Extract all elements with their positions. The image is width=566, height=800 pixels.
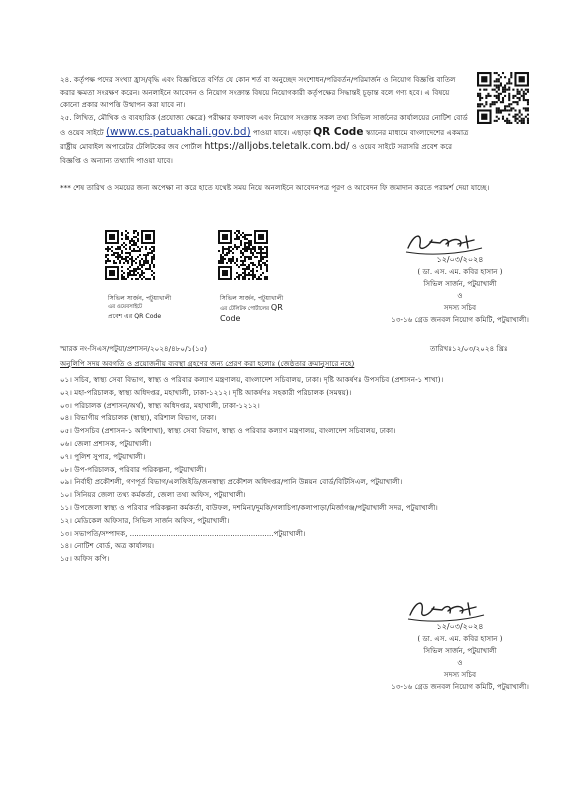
list-item: ০১। সচিব, স্বাস্থ্য সেবা বিভাগ, স্বাস্থ্য ও পরিবার কল্যাণ মন্ত্রণালয়, বাংলাদেশ সচিবালয়, ঢাকা। দৃষ্টি আকর্ষণঃ উপসচিব (প্রশাসন-১ শাখা)। [60,375,444,384]
qr-teletalk [218,230,268,280]
teletalk-link[interactable]: https://alljobs.teletalk.com.bd/ [204,141,350,152]
list-item: ১৪। নোটিশ বোর্ড, অত্র কার্যালয়। [60,541,155,551]
list-item: ১৩। সভাপতি/সম্পাদক, ...............................................................পটুয়াখালী। [60,528,306,538]
list-item: ১২। মেডিকেল অফিসার, সিভিল সার্জন অফিস, পটুয়াখালী। [60,515,230,525]
signature-block-1: ১২/০৩/২০২৪ ( ডা. এস. এম. কবির হাসান ) সিভিল সার্জন, পটুয়াখালী ও সদস্য সচিব ১৩-১৬ গ্রেড জনবল নিয়োগ কমিটি, পটুয়াখালী। [380,254,540,326]
list-item: ১১। উপজেলা স্বাস্থ্য ও পরিবার পরিকল্পনা কর্মকর্তা, বাউফল, দশমিনা/দুমকি/গলাচিপা/কলাপাড়া/মির্জাগঞ্জ/পটুয়াখালী সদর, পটুয়াখালী। [60,502,438,512]
paragraph-25: ২৫. লিখিত, মৌখিক ও ব্যবহারিক (প্রযোজ্য ক্ষেত্রে) পরীক্ষার ফলাফল এবং নিয়োগ সংক্রান্ত সকল তথ্য সিভিল সার্জনের কার্যালয়ের নোটিশ বোর্ড ও ওয়েব সাইটে (www.cs.patuakhali.gov.bd) পাওয়া যাবে। এছাড়া QR Code স্ক্যানের মাধ্যমে বাংলাদেশের একমাত্র রাষ্ট্রীয় মোবাইল অপারেটর টেলিটকের জব পোর্টাল https://alljobs.teletalk.com.bd/ ও ওয়েব সাইটে সরাসরি প্রবেশ করে বিজ্ঞপ্তি ও অন্যান্য তথ্যাদি পাওয়া যাবে। [60,113,469,165]
signer-title: সিভিল সার্জন, পটুয়াখালী [423,646,497,655]
qr-website-caption: সিভিল সার্জন, পটুয়াখালী এর ওয়েবসাইটে প্রবেশ এর QR Code [108,295,172,320]
website-link[interactable]: (www.cs.patuakhali.gov.bd) [105,126,251,138]
list-item: ১৫। অফিস কপি। [60,554,110,564]
signer-name: ( ডা. এস. এম. কবির হাসান ) [417,634,503,643]
list-item: ০৫। উপসচিব (প্রশাসন-১ অধিশাখা), স্বাস্থ্য সেবা বিভাগ, স্বাস্থ্য ও পরিবার কল্যাণ মন্ত্রণালয়, বাংলাদেশ সচিবালয়, ঢাকা। [60,426,396,436]
qr-website [105,230,155,280]
list-item: ০৭। পুলিশ সুপার, পটুয়াখালী। [60,451,146,461]
list-item: ০৪। বিভাগীয় পরিচালক (স্বাস্থ্য), বরিশাল বিভাগ, ঢাকা। [60,413,217,423]
memo-date: তারিখঃ১২/০৩/২০২৪ খ্রিঃ [430,344,508,353]
distribution-list [60,374,540,566]
list-item: ০৬। জেলা প্রশাসক, পটুয়াখালী। [60,438,152,448]
qr-code-label: QR Code [313,126,364,138]
qr-teletalk-caption: সিভিল সার্জন, পটুয়াখালী এর টেলিটক পোর্টালের QR Code [220,295,284,323]
copy-heading: অনুলিপি সদয় অবগতি ও প্রয়োজনীয় ব্যবস্থা গ্রহণের জন্য প্রেরণ করা হলোঃ (জেষ্ঠতার ক্রমানুসারে নহে) [60,359,355,368]
signature-block-2: ১২/০৩/২০২৪ ( ডা. এস. এম. কবির হাসান ) সিভিল সার্জন, পটুয়াখালী ও সদস্য সচিব ১৩-১৬ গ্রেড জনবল নিয়োগ কমিটি, পটুয়াখালী। [380,621,540,693]
memo-reference: স্মারক নং-সিএস/পটুয়া/প্রশাসন/২০২৪/৪৮০/১(১৫) [60,344,208,353]
list-item: ০২। মহা-পরিচালক, স্বাস্থ্য অধিদপ্তর, মহাখালী, ঢাকা-১২১২। দৃষ্টি আকর্ষণঃ সহকারী পরিচালক (সমন্বয়)। [60,387,352,397]
signer-title: সিভিল সার্জন, পটুয়াখালী [423,279,497,288]
deadline-note: *** শেষ তারিখ ও সময়ের জন্য অপেক্ষা না করে হাতে যথেষ্ট সময় নিয়ে অনলাইনে আবেদনপত্র পূরণ ও আবেদন ফি জমাদান করতে পরামর্শ দেয়া যাচ্ছে। [60,183,490,192]
signer-name: ( ডা. এস. এম. কবির হাসান ) [417,267,503,276]
list-item: ০৯। নির্বাহী প্রকৌশলী, গণপূর্ত বিভাগ/এলজিইডি/জনস্বাস্থ্য প্রকৌশল অধিদপ্তর/পানি উন্নয়ন বোর্ড/বিটিসিএল, পটুয়াখালী। [60,477,403,487]
top-right-qr-code [477,72,529,124]
list-item: ০৩। পরিচালক (প্রশাসন/অর্থ), স্বাস্থ্য অধিদপ্তর, মহাখালী, ঢাকা-১২১২। [60,400,260,410]
list-item: ১০। সিনিয়র জেলা তথ্য কর্মকর্তা, জেলা তথ্য অফিস, পটুয়াখালী। [60,490,246,500]
paragraph-24: ২৪. কর্তৃপক্ষ পদের সংখ্যা হ্রাস/বৃদ্ধি এবং বিজ্ঞপ্তিতে বর্ণিত যে কোন শর্ত বা অনুচ্ছেদ সংশোধন/পরিবর্তন/পরিমার্জন ও নিয়োগ বিজ্ঞপ্তি বাতিল করার ক্ষমতা সংরক্ষণ করেন। অনলাইনে আবেদন ও নিয়োগ সংক্রান্ত বিষয়ে নিয়োগকারী কর্তৃপক্ষের সিদ্ধান্তই চূড়ান্ত বলে গণ্য হবে। এ বিষয়ে কোনো প্রকার আপত্তি উত্থাপন করা যাবে না। [60,75,456,109]
sign-date: ১২/০৩/২০২৪ [436,255,484,264]
sign-date: ১২/০৩/২০২৪ [436,622,484,631]
list-item: ০৮। উপ-পরিচালক, পরিবার পরিকল্পনা, পটুয়াখালী। [60,464,207,474]
